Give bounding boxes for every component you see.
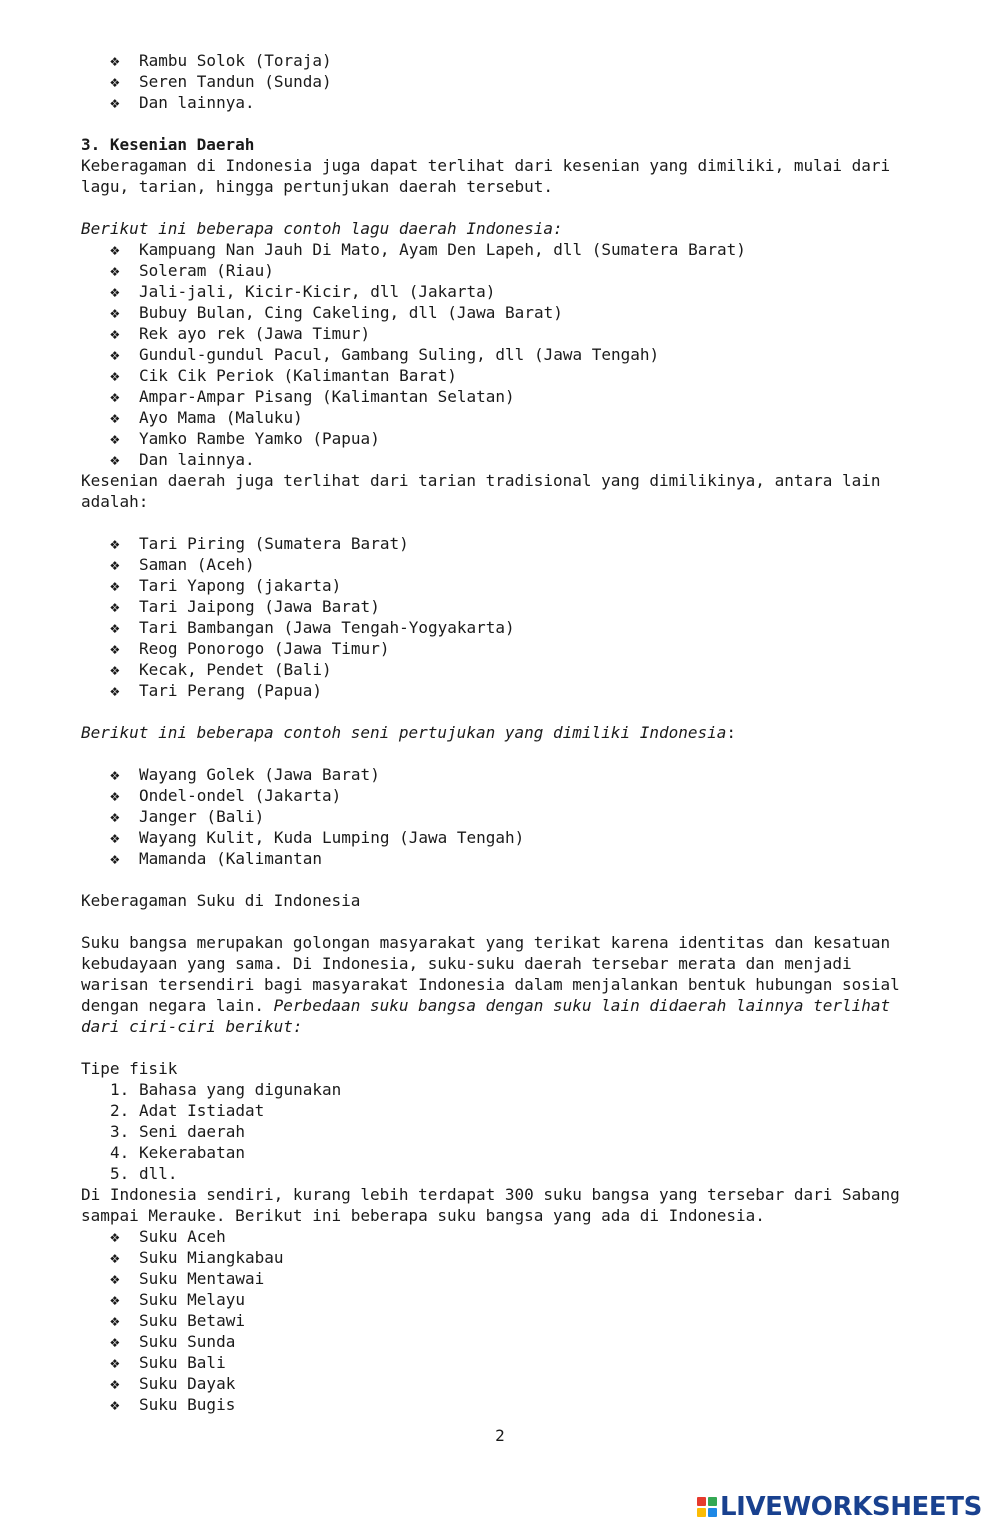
list-item: ❖ Tari Yapong (jakarta) — [110, 576, 342, 595]
bullet-diamond-icon: ❖ — [110, 1311, 120, 1330]
list-item: ❖ Gundul-gundul Pacul, Gambang Suling, dll (Jawa Tengah) — [110, 345, 660, 364]
bullet-diamond-icon: ❖ — [110, 1353, 120, 1372]
list-number: 4. — [110, 1143, 130, 1162]
list-item: ❖ Ayo Mama (Maluku) — [110, 408, 303, 427]
list-item: ❖ Rambu Solok (Toraja) — [110, 51, 332, 70]
list-item: ❖ Dan lainnya. — [110, 93, 255, 112]
paragraph-line: Kesenian daerah juga terlihat dari tarian tradisional yang dimilikinya, antara lain — [81, 471, 881, 490]
bullet-diamond-icon: ❖ — [110, 324, 120, 343]
list-item: ❖ Ampar-Ampar Pisang (Kalimantan Selatan) — [110, 387, 515, 406]
list-item: ❖ Suku Mentawai — [110, 1269, 265, 1288]
tipe-fisik-label: Tipe fisik — [81, 1059, 178, 1078]
list-item: ❖ Mamanda (Kalimantan — [110, 849, 323, 868]
list-item: ❖ Suku Aceh — [110, 1227, 226, 1246]
paragraph-line: dari ciri-ciri berikut: — [81, 1017, 303, 1036]
bullet-diamond-icon: ❖ — [110, 765, 120, 784]
paragraph-line: sampai Merauke. Berikut ini beberapa suku bangsa yang ada di Indonesia. — [81, 1206, 765, 1225]
bullet-diamond-icon: ❖ — [110, 72, 120, 91]
bullet-diamond-icon: ❖ — [110, 429, 120, 448]
list-number: 2. — [110, 1101, 130, 1120]
bullet-diamond-icon: ❖ — [110, 555, 120, 574]
list-item: 2. Adat Istiadat — [110, 1101, 265, 1120]
section-title: Keberagaman Suku di Indonesia — [81, 891, 361, 910]
list-number: 5. — [110, 1164, 130, 1183]
list-item: ❖ Wayang Golek (Jawa Barat) — [110, 765, 380, 784]
paragraph-line: warisan tersendiri bagi masyarakat Indonesia dalam menjalankan bentuk hubungan sosial — [81, 975, 900, 994]
list-item: ❖ Suku Sunda — [110, 1332, 236, 1351]
bullet-diamond-icon: ❖ — [110, 282, 120, 301]
list-item: ❖ Kampuang Nan Jauh Di Mato, Ayam Den Lapeh, dll (Sumatera Barat) — [110, 240, 746, 259]
section-heading: 3. Kesenian Daerah — [81, 135, 255, 154]
list-item: ❖ Tari Bambangan (Jawa Tengah-Yogyakarta) — [110, 618, 515, 637]
bullet-diamond-icon: ❖ — [110, 576, 120, 595]
bullet-diamond-icon: ❖ — [110, 786, 120, 805]
bullet-diamond-icon: ❖ — [110, 681, 120, 700]
bullet-diamond-icon: ❖ — [110, 1374, 120, 1393]
bullet-diamond-icon: ❖ — [110, 1332, 120, 1351]
paragraph-line: lagu, tarian, hingga pertunjukan daerah tersebut. — [81, 177, 554, 196]
paragraph-line: Di Indonesia sendiri, kurang lebih terdapat 300 suku bangsa yang tersebar dari Sabang — [81, 1185, 900, 1204]
list-item: 1. Bahasa yang digunakan — [110, 1080, 342, 1099]
bullet-diamond-icon: ❖ — [110, 597, 120, 616]
bullet-list-ceremonies — [81, 50, 926, 113]
list-item: ❖ Kecak, Pendet (Bali) — [110, 660, 332, 679]
bullet-diamond-icon: ❖ — [110, 1227, 120, 1246]
list-item: ❖ Janger (Bali) — [110, 807, 265, 826]
list-item: ❖ Jali-jali, Kicir-Kicir, dll (Jakarta) — [110, 282, 496, 301]
logo-square-icon — [697, 1508, 706, 1517]
document-page — [81, 50, 926, 1415]
list-item: 3. Seni daerah — [110, 1122, 245, 1141]
list-item: ❖ Yamko Rambe Yamko (Papua) — [110, 429, 380, 448]
bullet-diamond-icon: ❖ — [110, 1269, 120, 1288]
list-item: ❖ Seren Tandun (Sunda) — [110, 72, 332, 91]
paragraph-line: Keberagaman di Indonesia juga dapat terlihat dari kesenian yang dimiliki, mulai dari — [81, 156, 891, 175]
bullet-diamond-icon: ❖ — [110, 1248, 120, 1267]
list-item: ❖ Tari Jaipong (Jawa Barat) — [110, 597, 380, 616]
bullet-diamond-icon: ❖ — [110, 345, 120, 364]
logo-square-icon — [697, 1497, 706, 1506]
list-item: ❖ Rek ayo rek (Jawa Timur) — [110, 324, 371, 343]
bullet-diamond-icon: ❖ — [110, 534, 120, 553]
bullet-diamond-icon: ❖ — [110, 408, 120, 427]
list-item: ❖ Suku Bali — [110, 1353, 226, 1372]
bullet-diamond-icon: ❖ — [110, 93, 120, 112]
bullet-diamond-icon: ❖ — [110, 1290, 120, 1309]
list-number: 3. — [110, 1122, 130, 1141]
songs-intro: Berikut ini beberapa contoh lagu daerah Indonesia: — [81, 219, 563, 238]
bullet-list-suku — [81, 1226, 926, 1415]
numbered-list-ciri — [81, 1079, 926, 1184]
logo-square-icon — [708, 1497, 717, 1506]
bullet-diamond-icon: ❖ — [110, 618, 120, 637]
list-item: 5. dll. — [110, 1164, 178, 1183]
list-item: ❖ Suku Dayak — [110, 1374, 236, 1393]
page-number: 2 — [495, 1426, 505, 1445]
list-item: ❖ Suku Melayu — [110, 1290, 245, 1309]
performances-intro: Berikut ini beberapa contoh seni pertujukan yang dimiliki Indonesia: — [81, 723, 737, 742]
list-item: ❖ Tari Perang (Papua) — [110, 681, 323, 700]
bullet-list-songs — [81, 239, 926, 470]
bullet-diamond-icon: ❖ — [110, 450, 120, 469]
list-item: ❖ Suku Betawi — [110, 1311, 245, 1330]
paragraph-line: adalah: — [81, 492, 149, 511]
list-item: ❖ Saman (Aceh) — [110, 555, 255, 574]
bullet-diamond-icon: ❖ — [110, 387, 120, 406]
list-item: ❖ Cik Cik Periok (Kalimantan Barat) — [110, 366, 457, 385]
list-item: ❖ Soleram (Riau) — [110, 261, 274, 280]
list-item: 4. Kekerabatan — [110, 1143, 245, 1162]
bullet-list-dances — [81, 533, 926, 701]
list-item: ❖ Wayang Kulit, Kuda Lumping (Jawa Tengah) — [110, 828, 525, 847]
bullet-diamond-icon: ❖ — [110, 828, 120, 847]
bullet-diamond-icon: ❖ — [110, 807, 120, 826]
paragraph-line: Suku bangsa merupakan golongan masyarakat yang terikat karena identitas dan kesatuan — [81, 933, 891, 952]
bullet-diamond-icon: ❖ — [110, 51, 120, 70]
list-item: ❖ Ondel-ondel (Jakarta) — [110, 786, 342, 805]
list-item: ❖ Reog Ponorogo (Jawa Timur) — [110, 639, 390, 658]
logo-text: LIVEWORKSHEETS — [720, 1492, 982, 1522]
bullet-list-performances — [81, 764, 926, 869]
bullet-diamond-icon: ❖ — [110, 303, 120, 322]
logo-square-icon — [708, 1508, 717, 1517]
list-number: 1. — [110, 1080, 130, 1099]
bullet-diamond-icon: ❖ — [110, 849, 120, 868]
list-item: ❖ Dan lainnya. — [110, 450, 255, 469]
liveworksheets-logo[interactable] — [697, 1490, 982, 1524]
bullet-diamond-icon: ❖ — [110, 660, 120, 679]
bullet-diamond-icon: ❖ — [110, 1395, 120, 1414]
list-item: ❖ Tari Piring (Sumatera Barat) — [110, 534, 409, 553]
list-item: ❖ Suku Miangkabau — [110, 1248, 284, 1267]
paragraph-line: dengan negara lain. Perbedaan suku bangsa dengan suku lain didaerah lainnya terlihat — [81, 996, 891, 1015]
bullet-diamond-icon: ❖ — [110, 639, 120, 658]
logo-grid-icon — [697, 1497, 717, 1517]
bullet-diamond-icon: ❖ — [110, 261, 120, 280]
paragraph-line: kebudayaan yang sama. Di Indonesia, suku-suku daerah tersebar merata dan menjadi — [81, 954, 852, 973]
list-item: ❖ Bubuy Bulan, Cing Cakeling, dll (Jawa Barat) — [110, 303, 563, 322]
bullet-diamond-icon: ❖ — [110, 366, 120, 385]
list-item: ❖ Suku Bugis — [110, 1395, 236, 1414]
bullet-diamond-icon: ❖ — [110, 240, 120, 259]
